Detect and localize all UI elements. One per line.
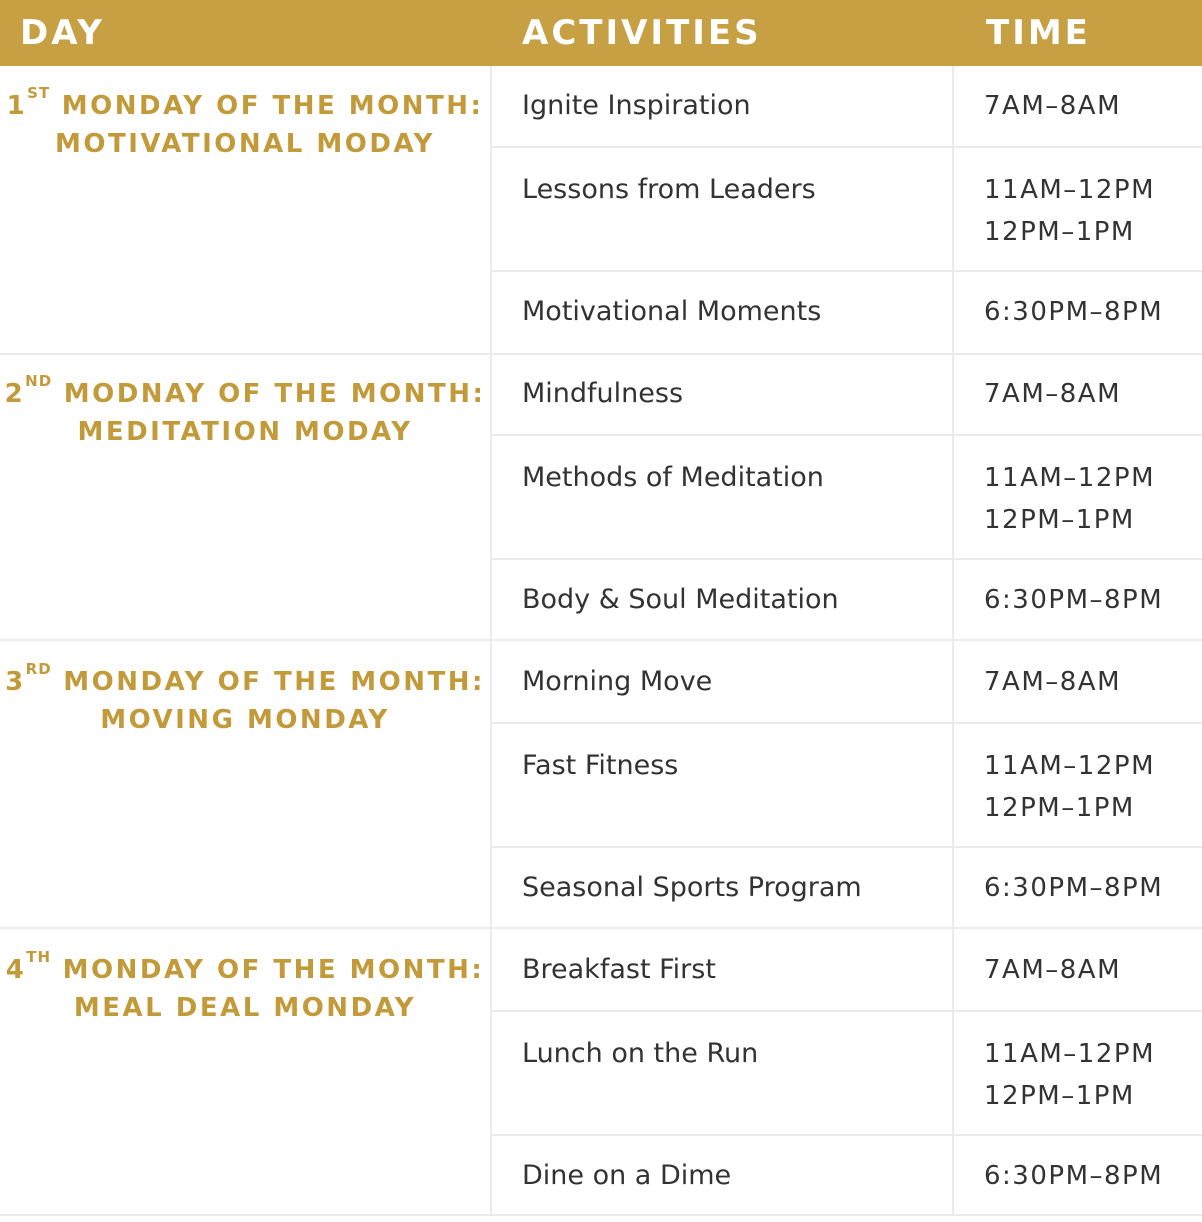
time-slot: 11AM–12PM	[984, 175, 1155, 205]
table-bottom-border	[0, 1214, 1202, 1216]
day-title-line1: MONDAY OF THE MONTH:	[50, 91, 484, 121]
header-time: TIME	[986, 13, 1091, 53]
activity-cell: Mindfulness	[522, 378, 684, 409]
time-slot: 7AM–8AM	[984, 667, 1122, 697]
day-number: 1	[6, 91, 28, 121]
activity-cell: Lessons from Leaders	[522, 174, 816, 205]
activity-cell: Methods of Meditation	[522, 462, 824, 493]
day-number: 2	[4, 379, 26, 409]
time-cell	[984, 457, 1155, 541]
time-slot: 12PM–1PM	[984, 1081, 1135, 1111]
time-cell	[984, 661, 1121, 703]
row-divider	[490, 558, 1202, 560]
header-day: DAY	[20, 13, 105, 53]
time-slot: 11AM–12PM	[984, 751, 1155, 781]
row-divider	[490, 434, 1202, 436]
table-header	[0, 0, 1202, 66]
activity-cell: Seasonal Sports Program	[522, 872, 862, 903]
day-number: 3	[5, 667, 26, 697]
activity-cell: Morning Move	[522, 666, 713, 697]
time-slot: 11AM–12PM	[984, 463, 1155, 493]
group-divider	[0, 639, 1202, 641]
row-divider	[490, 1134, 1202, 1136]
time-slot: 7AM–8AM	[984, 955, 1122, 985]
activity-cell: Motivational Moments	[522, 296, 822, 327]
day-ordinal-suffix: TH	[26, 948, 52, 966]
day-label-1	[0, 84, 490, 163]
time-slot: 6:30PM–8PM	[984, 585, 1164, 615]
group-divider	[0, 353, 1202, 355]
column-divider	[490, 66, 492, 1216]
time-slot: 6:30PM–8PM	[984, 1161, 1164, 1191]
header-activities: ACTIVITIES	[522, 13, 762, 53]
time-slot: 12PM–1PM	[984, 217, 1135, 247]
activity-cell: Lunch on the Run	[522, 1038, 759, 1069]
activity-cell: Fast Fitness	[522, 750, 679, 781]
day-label-4	[0, 948, 490, 1027]
time-cell	[984, 745, 1155, 829]
day-title-line2: MOVING MONDAY	[100, 705, 390, 735]
activity-cell: Ignite Inspiration	[522, 90, 751, 121]
row-divider	[490, 146, 1202, 148]
row-divider	[490, 846, 1202, 848]
row-divider	[490, 722, 1202, 724]
day-title-line1: MONDAY OF THE MONTH:	[51, 667, 485, 697]
time-slot: 7AM–8AM	[984, 379, 1122, 409]
time-slot: 12PM–1PM	[984, 505, 1135, 535]
activity-cell: Breakfast First	[522, 954, 716, 985]
column-divider	[952, 66, 954, 1216]
day-title-line1: MONDAY OF THE MONTH:	[51, 955, 485, 985]
day-title-line1: MODNAY OF THE MONTH:	[52, 379, 486, 409]
time-cell	[984, 169, 1155, 253]
time-slot: 6:30PM–8PM	[984, 873, 1164, 903]
time-cell	[984, 85, 1121, 127]
time-cell	[984, 579, 1163, 621]
day-label-3	[0, 660, 490, 739]
day-title-line2: MEAL DEAL MONDAY	[73, 993, 417, 1023]
time-cell	[984, 867, 1163, 909]
time-slot: 11AM–12PM	[984, 1039, 1155, 1069]
day-ordinal-suffix: RD	[25, 660, 52, 678]
row-divider	[490, 270, 1202, 272]
day-number: 4	[5, 955, 27, 985]
time-slot: 7AM–8AM	[984, 91, 1122, 121]
time-cell	[984, 1155, 1163, 1197]
activity-cell: Body & Soul Meditation	[522, 584, 839, 615]
day-ordinal-suffix: ST	[27, 84, 51, 102]
day-title-line2: MOTIVATIONAL MODAY	[55, 129, 435, 159]
row-divider	[490, 1010, 1202, 1012]
day-label-2	[0, 372, 490, 451]
day-ordinal-suffix: ND	[25, 372, 53, 390]
time-slot: 6:30PM–8PM	[984, 297, 1164, 327]
time-cell	[984, 291, 1163, 333]
day-title-line2: MEDITATION MODAY	[77, 417, 413, 447]
time-cell	[984, 1033, 1155, 1117]
activity-cell: Dine on a Dime	[522, 1160, 732, 1191]
time-cell	[984, 373, 1121, 415]
time-cell	[984, 949, 1121, 991]
group-divider	[0, 927, 1202, 929]
time-slot: 12PM–1PM	[984, 793, 1135, 823]
